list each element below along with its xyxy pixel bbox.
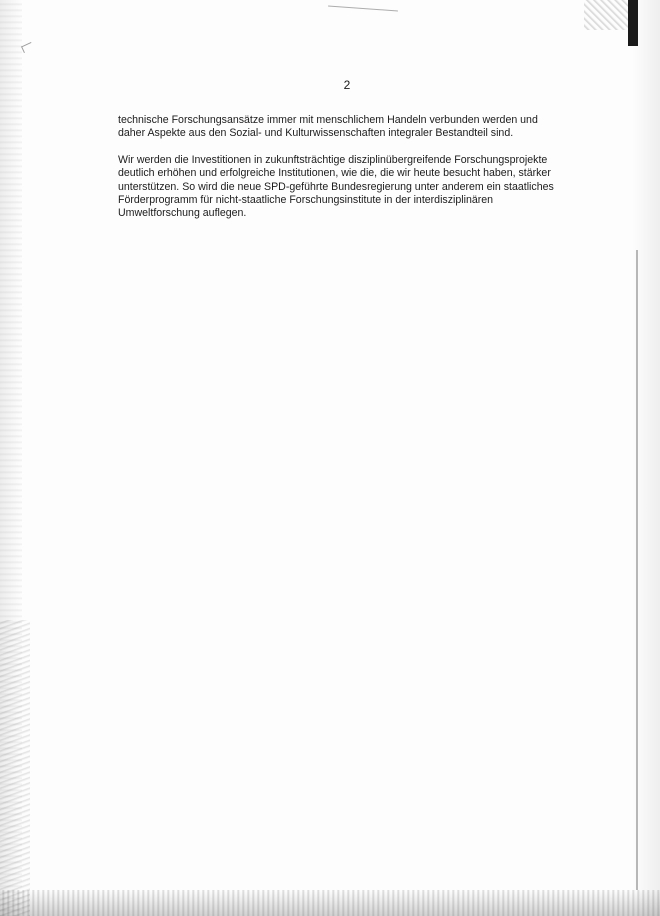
scan-speck (21, 42, 34, 53)
scan-edge-line (636, 250, 638, 890)
scan-grain-left-lower (0, 620, 30, 916)
paragraph-1 (118, 114, 588, 141)
text-line: technische Forschungsansätze immer mit menschlichem Handeln verbunden werden und (118, 114, 538, 126)
scan-grain-bottom (0, 890, 660, 916)
text-line: daher Aspekte aus den Sozial- und Kulturwissenschaften integraler Bestandteil sind. (118, 127, 514, 140)
text-line: deutlich erhöhen und erfolgreiche Institutionen, wie die, die wir heute besucht haben, stärker (118, 167, 551, 180)
scan-scratch (328, 6, 398, 12)
text-line: unterstützen. So wird die neue SPD-geführte Bundesregierung unter anderem ein staatliches (118, 180, 554, 193)
paragraph-2 (118, 154, 588, 221)
text-line: Umweltforschung auflegen. (118, 207, 247, 220)
scan-corner-noise (584, 0, 628, 30)
text-line: Wir werden die Investitionen in zukunftsträchtige disziplinübergreifende Forschungsprojekte (118, 153, 548, 166)
scan-corner-mark (628, 0, 638, 46)
body-text (118, 114, 588, 234)
text-line: Förderprogramm für nicht-staatliche Forschungsinstitute in der interdisziplinären (118, 194, 494, 207)
page-number: 2 (343, 78, 351, 92)
